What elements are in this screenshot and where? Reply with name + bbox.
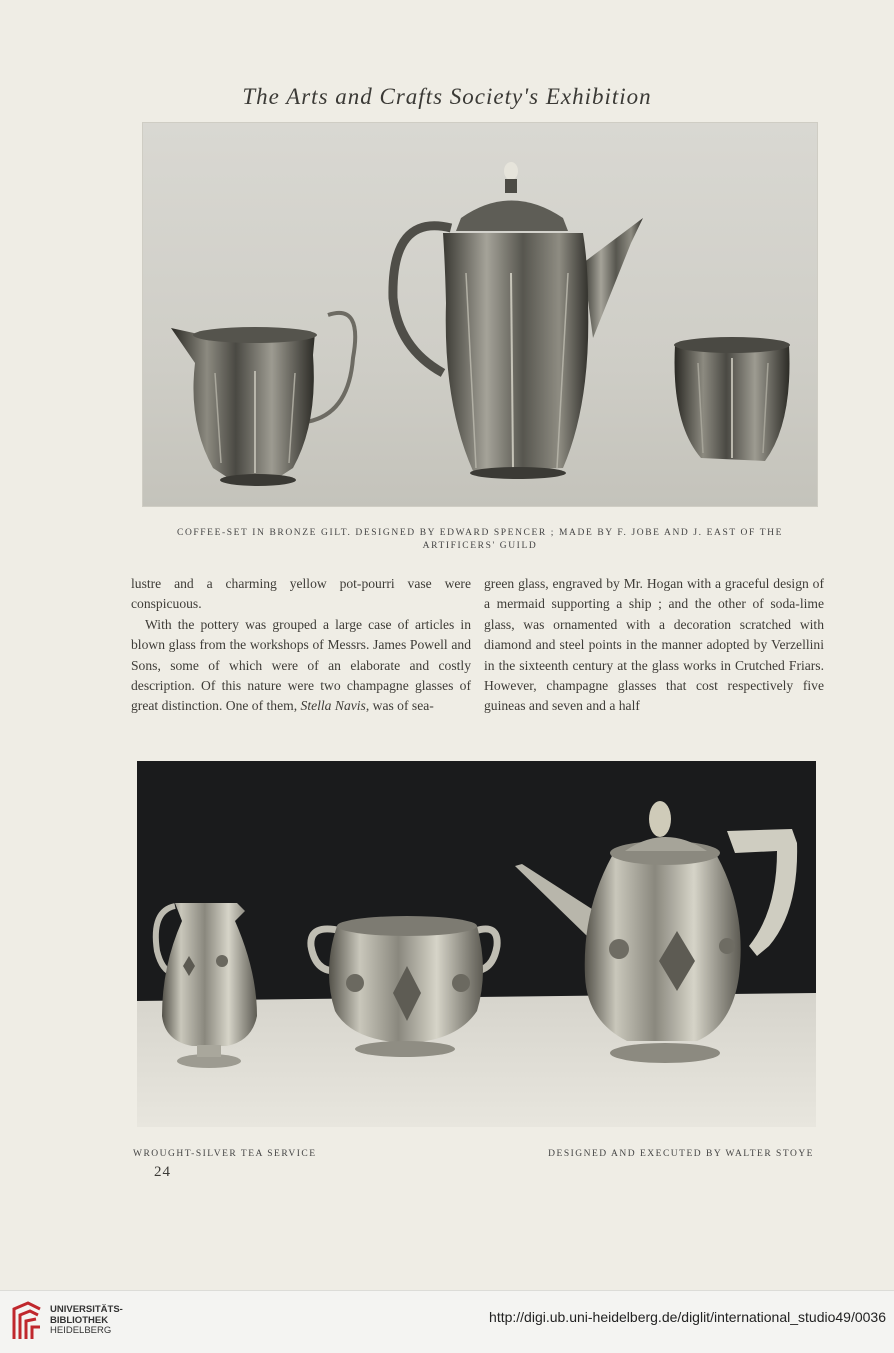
sugar-bowl <box>674 337 790 461</box>
library-name[interactable] <box>50 1305 123 1337</box>
library-name-line1: UNIVERSITÄTS- <box>50 1304 123 1315</box>
stella-navis-title: Stella Navis <box>300 698 366 714</box>
left-paragraph-2-text: With the pottery was grouped a large case of articles in blown glass from the workshops of Messrs. James Powell and Sons, some of which were of an elaborate and costly description. Of this nature were two champagne glasses of great distinction. One of them, <box>131 616 471 714</box>
left-paragraph-2-end: , was of sea- <box>365 698 434 714</box>
library-name-line2: BIBLIOTHEK <box>50 1314 109 1326</box>
top-plate-caption-line1: COFFEE-SET IN BRONZE GILT. DESIGNED BY EDWARD SPENCER ; MADE BY F. JOBE AND J. EAST OF THE <box>177 528 783 538</box>
left-paragraph-1: lustre and a charming yellow pot-pourri vase were conspicuous. <box>131 576 471 612</box>
coffee-set-photo <box>142 122 818 507</box>
permalink-url[interactable]: http://digi.ub.uni-heidelberg.de/diglit/international_studio49/0036 <box>489 1309 886 1325</box>
bottom-plate-caption-left: WROUGHT-SILVER TEA SERVICE <box>133 1149 317 1159</box>
tea-service-photo <box>137 761 816 1127</box>
text-column-right <box>484 574 824 717</box>
top-plate-caption-line2: ARTIFICERS' GUILD <box>422 541 538 551</box>
bottom-plate-caption-right: DESIGNED AND EXECUTED BY WALTER STOYE <box>548 1149 814 1159</box>
digitization-footer <box>0 1290 894 1353</box>
library-name-line3: HEIDELBERG <box>50 1325 112 1336</box>
running-head: The Arts and Crafts Society's Exhibition <box>242 84 652 109</box>
left-paragraph-2 <box>131 615 471 717</box>
right-paragraph-1: green glass, engraved by Mr. Hogan with a graceful design of a mermaid supporting a ship ; and the other of soda-lime glass, was ornamented with a decoration scratched with diamond and steel points in the manner adopted by Verzellini in the sixteenth century at the glass works in Crutched Friars. However, champagne glasses that cost respectively five guineas and seven and a half <box>484 576 824 714</box>
text-column-left <box>131 574 471 717</box>
top-plate-caption <box>130 527 830 553</box>
page-number: 24 <box>154 1164 171 1180</box>
university-library-logo-icon[interactable] <box>10 1299 44 1343</box>
